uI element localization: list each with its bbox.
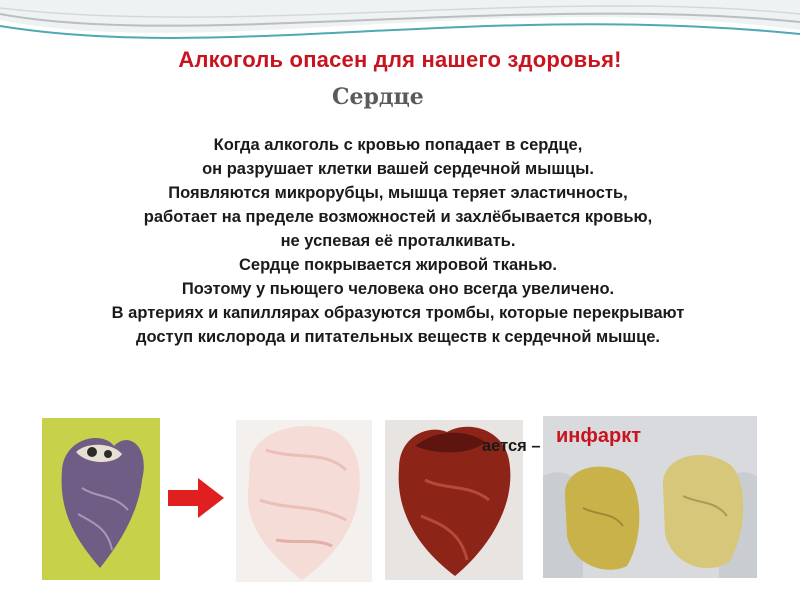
right-arrow-icon (168, 478, 224, 518)
body-paragraph (48, 133, 748, 349)
photo-diseased-heart (42, 418, 160, 580)
heart-photo-icon (236, 420, 372, 582)
photo-fatty-heart (236, 420, 372, 582)
infarction-highlight: инфаркт (556, 425, 642, 447)
slide-title: Алкоголь опасен для нашего здоровья! (178, 47, 622, 72)
body-line: Появляются микрорубцы, мышца теряет эластичность, (168, 184, 628, 202)
body-line: доступ кислорода и питательных веществ к сердечной мышце. (136, 328, 660, 346)
body-line: Когда алкоголь с кровью попадает в сердце, (213, 136, 583, 154)
heart-photo-icon (42, 418, 160, 580)
body-line: Поэтому у пьющего человека оно всегда увеличено. (181, 280, 615, 298)
ending-text: ается – (482, 437, 541, 455)
body-line: не успевая её проталкивать. (280, 232, 516, 250)
body-line: Сердце покрывается жировой тканью. (239, 256, 557, 274)
body-line: В артериях и капиллярах образуются тромбы, которые перекрывают (111, 304, 685, 322)
slide-subtitle: Сердце (332, 84, 424, 110)
body-line: он разрушает клетки вашей сердечной мышцы. (202, 160, 594, 178)
body-line: работает на пределе возможностей и захлёбывается кровью, (143, 208, 653, 226)
